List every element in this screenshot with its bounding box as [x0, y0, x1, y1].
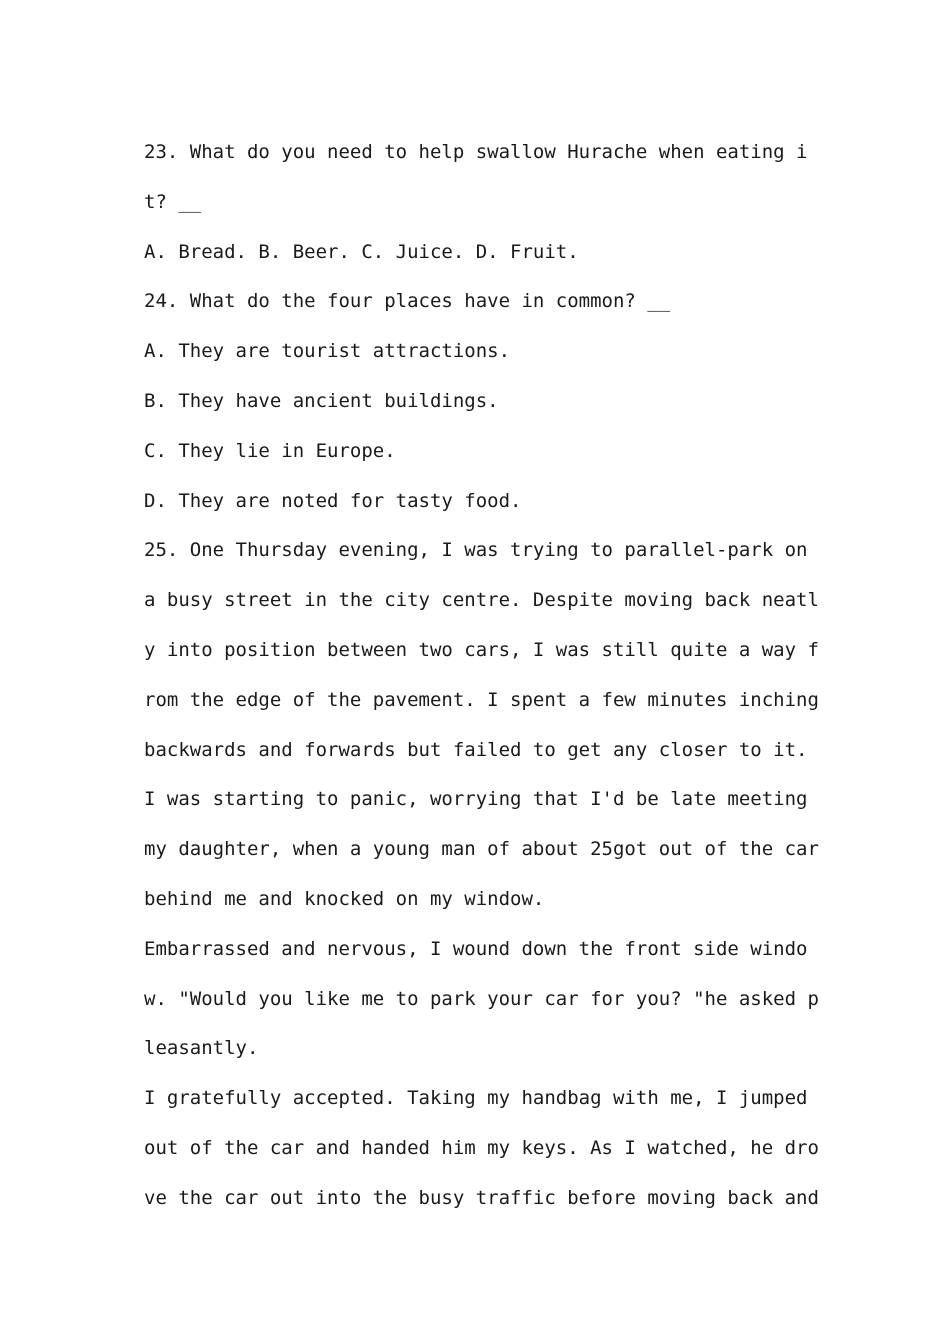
passage-25-line-12: I gratefully accepted. Taking my handbag with me, I jumped — [144, 1087, 808, 1110]
passage-25-line-11: leasantly. — [144, 1037, 259, 1060]
question-24-stem: 24. What do the four places have in common? __ — [144, 290, 671, 313]
passage-25-line-1: 25. One Thursday evening, I was trying to parallel-park on — [144, 539, 808, 562]
passage-25-line-10: w. "Would you like me to park your car for you? "he asked p — [144, 987, 819, 1010]
question-24-option-b: B. They have ancient buildings. — [144, 389, 499, 412]
passage-25-line-9: Embarrassed and nervous, I wound down the front side windo — [144, 937, 808, 960]
passage-25-line-2: a busy street in the city centre. Despite moving back neatl — [144, 589, 819, 612]
question-24-option-d: D. They are noted for tasty food. — [144, 489, 522, 512]
passage-25-line-7: my daughter, when a young man of about 25got out of the car — [144, 838, 819, 861]
question-24-option-a: A. They are tourist attractions. — [144, 340, 511, 363]
question-24-option-c: C. They lie in Europe. — [144, 439, 396, 462]
passage-25-line-13: out of the car and handed him my keys. As I watched, he dro — [144, 1136, 819, 1159]
passage-25-line-14: ve the car out into the busy traffic before moving back and — [144, 1186, 819, 1209]
passage-25-line-6: I was starting to panic, worrying that I'd be late meeting — [144, 788, 808, 811]
passage-25-line-3: y into position between two cars, I was still quite a way f — [144, 638, 819, 661]
question-23-line-2: t? __ — [144, 190, 202, 213]
passage-25-line-4: rom the edge of the pavement. I spent a few minutes inching — [144, 688, 819, 711]
passage-25-line-8: behind me and knocked on my window. — [144, 887, 545, 910]
question-23-line-1: 23. What do you need to help swallow Hurache when eating i — [144, 141, 808, 163]
question-23-options: A. Bread. B. Beer. C. Juice. D. Fruit. — [144, 240, 579, 263]
document-body — [144, 128, 819, 1224]
passage-25-line-5: backwards and forwards but failed to get any closer to it. — [144, 738, 808, 761]
